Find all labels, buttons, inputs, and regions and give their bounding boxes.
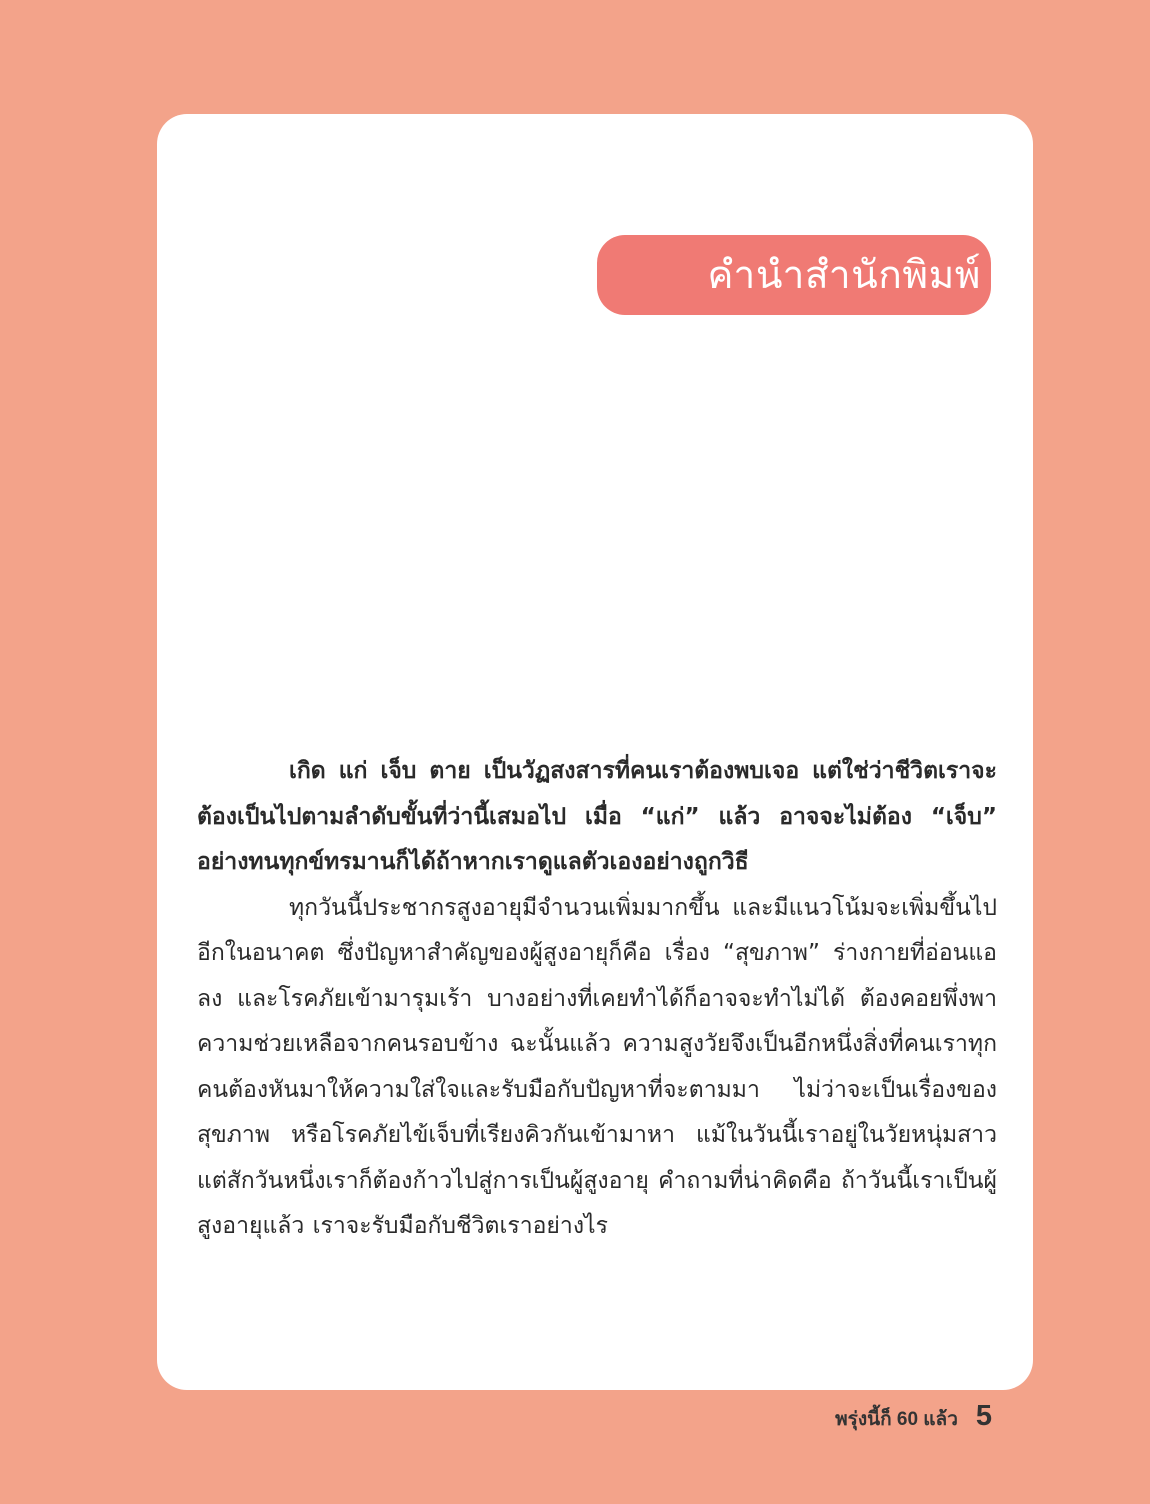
lead-paragraph: เกิด แก่ เจ็บ ตาย เป็นวัฏสงสารที่คนเราต้องพบเจอ แต่ใช่ว่าชีวิตเราจะต้องเป็นไปตามลำดับขั้นที่ว่านี้เสมอไป เมื่อ “แก่” แล้ว อาจจะไม่ต้อง “เจ็บ” อย่างทนทุกข์ทรมานก็ได้ถ้าหากเราดูแลตัวเองอย่างถูกวิธี bbox=[197, 758, 997, 875]
body-paragraph: ทุกวันนี้ประชากรสูงอายุมีจำนวนเพิ่มมากขึ้น และมีแนวโน้มจะเพิ่มขึ้นไปอีกในอนาคต ซึ่งปัญหาสำคัญของผู้สูงอายุก็คือ เรื่อง “สุขภาพ” ร่างกายที่อ่อนแอลง และโรคภัยเข้ามารุมเร้า บางอย่างที่เคยทำได้ก็อาจจะทำไม่ได้ ต้องคอยพึ่งพาความช่วยเหลือจากคนรอบข้าง ฉะนั้นแล้ว ความสูงวัยจึงเป็นอีกหนึ่งสิ่งที่คนเราทุกคนต้องหันมาให้ความใส่ใจและรับมือกับปัญหาที่จะตามมา ไม่ว่าจะเป็นเรื่องของสุขภาพ หรือโรคภัยไข้เจ็บที่เรียงคิวกันเข้ามาหา แม้ในวันนี้เราอยู่ในวัยหนุ่มสาว แต่สักวันหนึ่งเราก็ต้องก้าวไปสู่การเป็นผู้สูงอายุ คำถามที่น่าคิดคือ ถ้าวันนี้เราเป็นผู้สูงอายุแล้ว เราจะรับมือกับชีวิตเราอย่างไร bbox=[197, 894, 997, 1239]
footer-book-title: พรุ่งนี้ก็ 60 แล้ว bbox=[835, 1409, 958, 1430]
page-title: คำนำสำนักพิมพ์ bbox=[707, 253, 981, 298]
page-footer bbox=[835, 1400, 992, 1434]
body-text bbox=[197, 749, 997, 1250]
content-card bbox=[157, 114, 1033, 1390]
title-banner bbox=[597, 235, 991, 315]
page-number: 5 bbox=[975, 1400, 992, 1432]
